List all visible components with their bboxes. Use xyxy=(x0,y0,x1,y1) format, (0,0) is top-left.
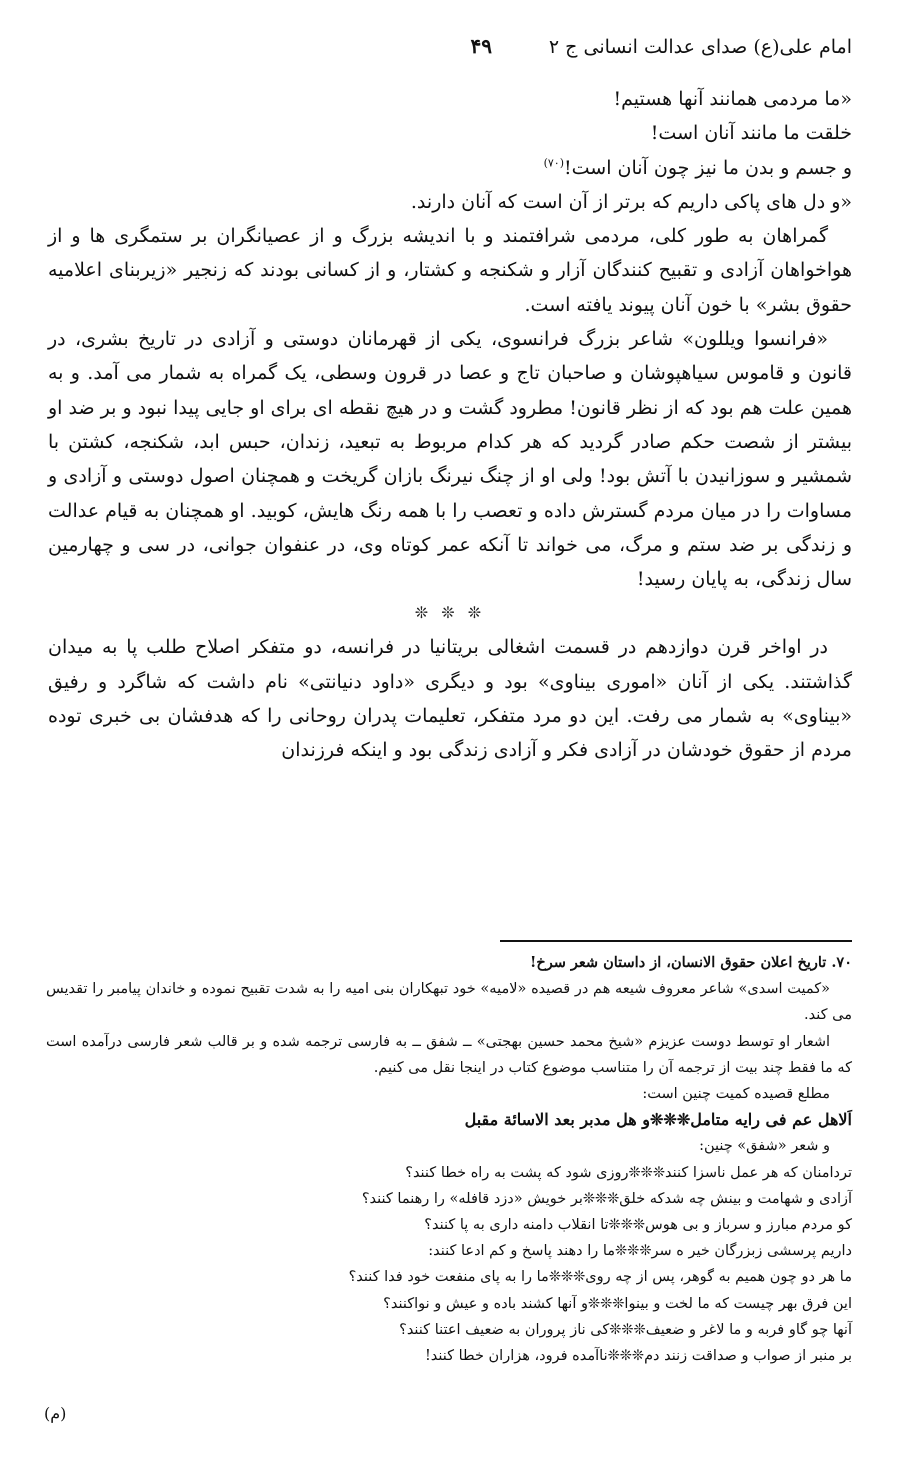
verse-line: بر منبر از صواب و صداقت زنند دم❊❊❊ناآمده فرود، هزاران خطا کنند! xyxy=(424,1348,852,1365)
verse-line: داریم پرسشی زبزرگان خیر ه سر❊❊❊ما را دهند پاسخ و کم ادعا کنند: xyxy=(428,1243,852,1260)
page-header xyxy=(48,32,852,68)
footnote-title: ۷۰. تاریخ اعلان حقوق الانسان، از داستان شعر سرخ! xyxy=(529,954,852,971)
footnote-paragraph: «کمیت اسدی» شاعر معروف شیعه هم در قصیده «لامیه» خود تبهکاران بنی امیه را به شدت تقبیح نموده و خاندان پیامبر را تقدیس می کند. xyxy=(46,981,852,1024)
footnote-paragraph: اشعار او توسط دوست عزیزم «شیخ محمد حسین بهجتی» ــ شفق ــ به فارسی ترجمه شده و بر قالب شعر فارسی درآمده است که ما فقط چند بیت از ترجمه آن را متناسب موضوع کتاب در اینجا نقل می کنیم. xyxy=(46,1033,852,1076)
verse-line: آنها چو گاو فربه و ما لاغر و ضعیف❊❊❊کی ناز پروران به ضعیف اعتنا کنند؟ xyxy=(399,1321,852,1338)
verse-line: تردامنان که هر عمل ناسزا کنند❊❊❊روزی شود که پشت به راه خطا کنند؟ xyxy=(405,1164,852,1181)
verse-line: آزادی و شهامت و بینش چه شدکه خلق❊❊❊بر خویش «دزد قافله» را رهنما کنند؟ xyxy=(361,1190,852,1207)
quote-line-3-text: و جسم و بدن ما نیز چون آنان است! xyxy=(563,156,852,179)
running-title: امام علی(ع) صدای عدالت انسانی ج ۲ xyxy=(548,36,852,58)
paragraph: در اواخر قرن دوازدهم در قسمت اشغالی بریتانیا در فرانسه، دو متفکر اصلاح طلب پا به میدان گذاشتند. یکی از آنان «اموری بیناوی» بود و دیگری «داود دنیانتی» نام داشت که شاگرد و رفیق «بیناوی» به شمار می رفت. این دو مرد متفکر، تعلیمات پدران روحانی را که هدفشان بی خبری توده مردم از حقوق خودشان در آزادی فکر و آزادی زندگی بود و اینکه فرزندان xyxy=(48,636,852,762)
footnote-verse-intro: مطلع قصیده کمیت چنین است: xyxy=(642,1086,830,1103)
paragraph: «فرانسوا ویللون» شاعر بزرگ فرانسوی، یکی از قهرمانان دوستی و آزادی در تاریخ بشری، در قانون و قاموس سیاهپوشان و صاحبان تاج و عصا در قرون وسطی، یک گمراه به شمار می آمد. و به همین علت هم بود که از نظر قانون! مطرود گشت و در هیچ نقطه ای برای او جایی پیدا نبود و بر ضد او بیشتر از شصت حکم صادر گردید که هر کدام مربوط به تبعید، زندان، حبس ابد، شکنجه، کشتن با شمشیر و سوزانیدن با آتش بود! ولی او از چنگ نیرنگ بازان گریخت و همچنان اصول دوستی و آزادی و مساوات را در میان مردم گسترش داده و تعصب را با همه رنگ هایش، کوبید. او همچنان به قیام عدالت و زندگی بر ضد ستم و مرگ، می خواند تا آنکه عمر کوتاه وی، در عنفوان جوانی، در سی و چهارمین سال زندگی، به پایان رسید! xyxy=(48,328,852,591)
quote-line-3 xyxy=(48,151,852,185)
paragraph: گمراهان به طور کلی، مردمی شرافتمند و با اندیشه بزرگ و از عصیانگران بر ستمگری ها و از هواخواهان آزادی و تقبیح کنندگان آزار و شکنجه و کشتار، و از کسانی بودند که زنجیر «زیربنای اعلامیه حقوق بشر» با خون آنان پیوند یافته است. xyxy=(48,225,852,316)
section-separator: ❊ ❊ ❊ xyxy=(414,603,486,623)
arabic-verse: اَلاهل عم فی رایه متامل❊❊❊و هل مدبر بعد الاسائة مقبل xyxy=(464,1110,852,1130)
quote-line-4: «و دل های پاکی داریم که برتر از آن است که آنان دارند. xyxy=(410,190,852,213)
footnote-shafaq-intro: و شعر «شفق» چنین: xyxy=(699,1138,830,1155)
verse-line: کو مردم مبارز و سرباز و بی هوس❊❊❊تا انقلاب دامنه داری به پا کنند؟ xyxy=(424,1217,852,1234)
footnote-reference[interactable]: (۷۰) xyxy=(543,156,564,170)
page-number: ۴۹ xyxy=(470,34,492,58)
quote-line-2: خلقت ما مانند آنان است! xyxy=(650,122,852,145)
corner-mark: (م) xyxy=(44,1404,67,1423)
verse-line: ما هر دو چون هميم به گوهر، پس از چه روی❊❊❊ما را به پای منفعت خود فدا کنند؟ xyxy=(348,1269,852,1286)
verse-line: این فرق بهر چیست که ما لخت و بینوا❊❊❊و آنها کشند باده و عیش و نواکنند؟ xyxy=(383,1295,852,1312)
footnotes xyxy=(46,950,852,1369)
main-text xyxy=(48,82,852,768)
quote-line-1: «ما مردمی همانند آنها هستیم! xyxy=(613,88,852,110)
footnote-divider xyxy=(500,940,852,942)
